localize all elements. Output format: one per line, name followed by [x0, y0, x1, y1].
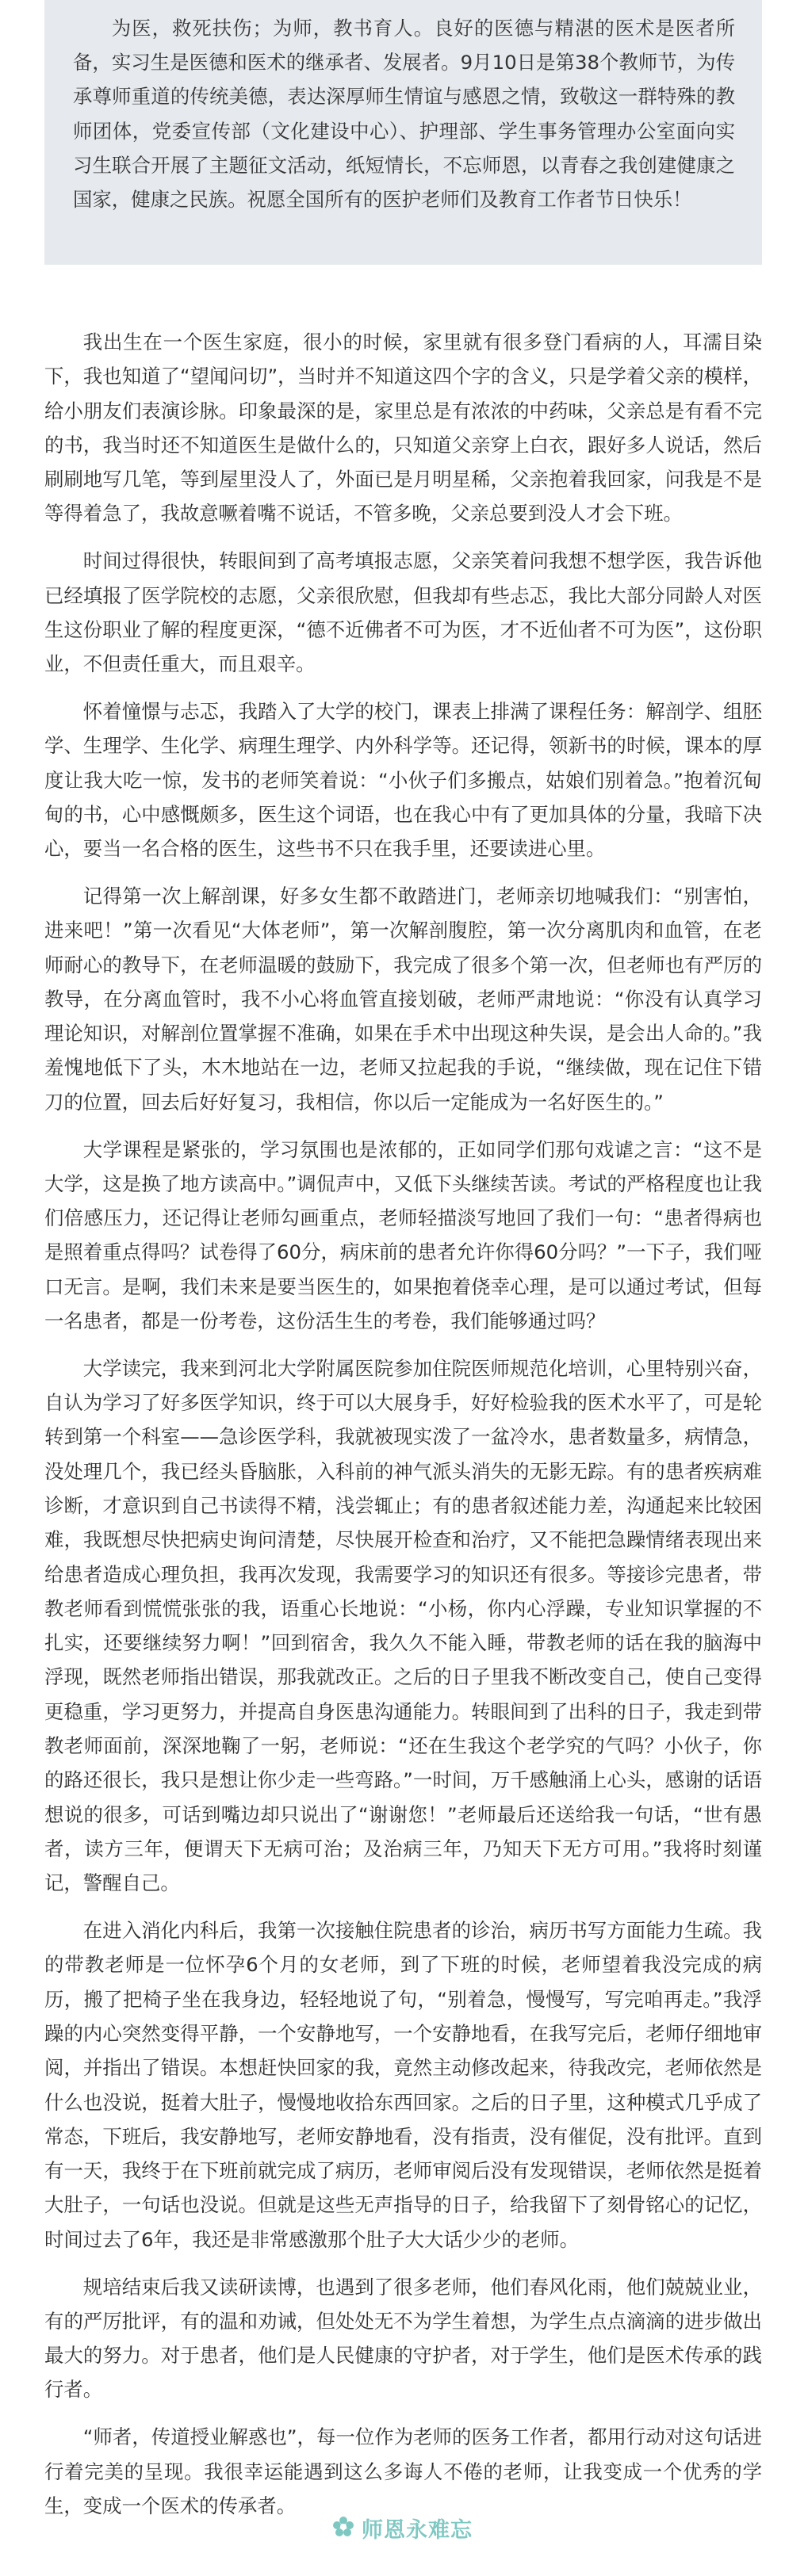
paragraph: 记得第一次上解剖课，好多女生都不敢踏进门，老师亲切地喊我们：“别害怕，进来吧！”第一次看见“大体老师”，第一次解剖腹腔，第一次分离肌肉和血管，在老师耐心的教导下，在老师温暖的鼓励下，我完成了很多个第一次，但老师也有严厉的教导，在分离血管时，我不小心将血管直接划破，老师严肃地说：“你没有认真学习理论知识，对解剖位置掌握不准确，如果在手术中出现这种失误，是会出人命的。”我羞愧地低下了头，木木地站在一边，老师又拉起我的手说，“继续做，现在记住下错刀的位置，回去后好好复习，我相信，你以后一定能成为一名好医生的。”	[44, 884, 762, 1114]
paragraph: 我出生在一个医生家庭，很小的时候，家里就有很多登门看病的人，耳濡目染下，我也知道了“望闻问切”，当时并不知道这四个字的含义，只是学着父亲的模样，给小朋友们表演诊脉。印象最深的是，家里总是有浓浓的中药味，父亲总是有看不完的书，我当时还不知道医生是做什么的，只知道父亲穿上白衣，跟好多人说话，然后刷刷地写几笔，等到屋里没人了，外面已是月明星稀，父亲抱着我回家，问我是不是等得着急了，我故意噘着嘴不说话，不管多晚，父亲总要到没人才会下班。	[44, 331, 762, 526]
flower-icon	[331, 2515, 355, 2542]
paragraph: 大学课程是紧张的，学习氛围也是浓郁的，正如同学们那句戏谑之言：“这不是大学，这是换了地方读高中。”调侃声中，又低下头继续苦读。考试的严格程度也让我们倍感压力，还记得让老师勾画重点，老师轻描淡写地回了我们一句：“患者得病也是照着重点得吗？试卷得了60分，病床前的患者允许你得60分吗？”一下子，我们哑口无言。是啊，我们未来是要当医生的，如果抱着侥幸心理，是可以通过考试，但每一名患者，都是一份考卷，这份活生生的考卷，我们能够通过吗？	[44, 1137, 762, 1333]
footer-signature	[331, 2513, 473, 2544]
footer-text: 师恩永难忘	[362, 2518, 473, 2543]
intro-banner	[44, 0, 762, 265]
paragraph: 大学读完，我来到河北大学附属医院参加住院医师规范化培训，心里特别兴奋，自认为学习了好多医学知识，终于可以大展身手，好好检验我的医术水平了，可是轮转到第一个科室——急诊医学科，我就被现实泼了一盆冷水，患者数量多，病情急，没处理几个，我已经头昏脑胀，入科前的神气派头消失的无影无踪。有的患者疾病难诊断，才意识到自己书读得不精，浅尝辄止；有的患者叙述能力差，沟通起来比较困难，我既想尽快把病史询问清楚，尽快展开检查和治疗，又不能把急躁情绪表现出来给患者造成心理负担，我再次发现，我需要学习的知识还有很多。等接诊完患者，带教老师看到慌慌张张的我，语重心长地说：“小杨，你内心浮躁，专业知识掌握的不扎实，还要继续努力啊！”回到宿舍，我久久不能入睡，带教老师的话在我的脑海中浮现，既然老师指出错误，那我就改正。之后的日子里我不断改变自己，使自己变得更稳重，学习更努力，并提高自身医患沟通能力。转眼间到了出科的日子，我走到带教老师面前，深深地鞠了一躬，老师说：“还在生我这个老学究的气吗？小伙子，你的路还很长，我只是想让你少走一些弯路。”一时间，万千感触涌上心头，感谢的话语想说的很多，可话到嘴边却只说出了“谢谢您！”老师最后还送给我一句话，“世有愚者，读方三年，便谓天下无病可治；及治病三年，乃知天下无方可用。”我将时刻谨记，警醒自己。	[44, 1356, 762, 1895]
paragraph: 在进入消化内科后，我第一次接触住院患者的诊治，病历书写方面能力生疏。我的带教老师是一位怀孕6个月的女老师，到了下班的时候，老师望着我没完成的病历，搬了把椅子坐在我身边，轻轻地说了句，“别着急，慢慢写，写完咱再走。”我浮躁的内心突然变得平静，一个安静地写，一个安静地看，在我写完后，老师仔细地审阅，并指出了错误。本想赶快回家的我，竟然主动修改起来，待我改完，老师依然是什么也没说，挺着大肚子，慢慢地收拾东西回家。之后的日子里，这种模式几乎成了常态，下班后，我安静地写，老师安静地看，没有指责，没有催促，没有批评。直到有一天，我终于在下班前就完成了病历，老师审阅后没有发现错误，老师依然是挺着大肚子，一句话也没说。但就是这些无声指导的日子，给我留下了刻骨铭心的记忆，时间过去了6年，我还是非常感激那个肚子大大话少少的老师。	[44, 1919, 762, 2251]
paragraph: “师者，传道授业解惑也”，每一位作为老师的医务工作者，都用行动对这句话进行着完美的呈现。我很幸运能遇到这么多诲人不倦的老师，让我变成一个优秀的学生，变成一个医术的传承者。	[44, 2425, 762, 2517]
article-body	[44, 325, 762, 2536]
paragraph: 规培结束后我又读研读博，也遇到了很多老师，他们春风化雨，他们兢兢业业，有的严厉批评，有的温和劝诫，但处处无不为学生着想，为学生点点滴滴的进步做出最大的努力。对于患者，他们是人民健康的守护者，对于学生，他们是医术传承的践行者。	[44, 2275, 762, 2402]
paragraph: 时间过得很快，转眼间到了高考填报志愿，父亲笑着问我想不想学医，我告诉他已经填报了医学院校的志愿，父亲很欣慰，但我却有些忐忑，我比大部分同龄人对医生这份职业了解的程度更深，“德不近佛者不可为医，才不近仙者不可为医”，这份职业，不但责任重大，而且艰辛。	[44, 549, 762, 676]
intro-text: 为医，救死扶伤；为师，教书育人。良好的医德与精湛的医术是医者所备，实习生是医德和医术的继承者、发展者。9月10日是第38个教师节，为传承尊师重道的传统美德，表达深厚师生情谊与感恩之情，致敬这一群特殊的教师团体，党委宣传部（文化建设中心）、护理部、学生事务管理办公室面向实习生联合开展了主题征文活动，纸短情长，不忘师恩，以青春之我创建健康之国家，健康之民族。祝愿全国所有的医护老师们及教育工作者节日快乐！	[73, 17, 735, 212]
paragraph: 怀着憧憬与忐忑，我踏入了大学的校门，课表上排满了课程任务：解剖学、组胚学、生理学、生化学、病理生理学、内外科学等。还记得，领新书的时候，课本的厚度让我大吃一惊，发书的老师笑着说：“小伙子们多搬点，姑娘们别着急。”抱着沉甸甸的书，心中感慨颇多，医生这个词语，也在我心中有了更加具体的分量，我暗下决心，要当一名合格的医生，这些书不只在我手里，还要读进心里。	[44, 699, 762, 861]
